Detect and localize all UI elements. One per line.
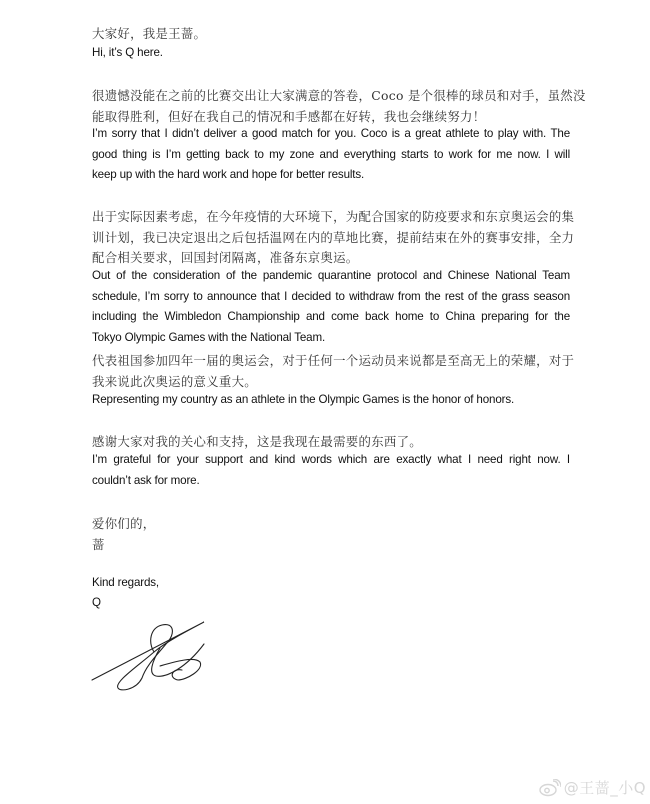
paragraph-1-en-line: good thing is I’m getting back to my zone and everything starts to work for me now. I will [92, 148, 570, 161]
paragraph-4-zh: 感谢大家对我的关心和支持，这是我现在最需要的东西了。 [92, 434, 422, 449]
paragraph-3-zh-line: 代表祖国参加四年一届的奥运会，对于任何一个运动员来说都是至高无上的荣耀，对于 [92, 353, 575, 368]
paragraph-1-zh-line: 很遗憾没能在之前的比赛交出让大家满意的答卷，Coco 是个很棒的球员和对手，虽然没 [92, 88, 586, 103]
watermark-text: @王蔷_小Q [563, 779, 646, 797]
paragraph-2-en-line: Out of the consideration of the pandemic quarantine protocol and Chinese National Team [92, 269, 570, 282]
paragraph-2-en-line: schedule, I’m sorry to announce that I decided to withdraw from the rest of the grass season [92, 290, 570, 303]
name-zh: 蔷 [92, 537, 105, 552]
paragraph-1-zh-line: 能取得胜利，但好在我自己的情况和手感都在好转，我也会继续努力！ [92, 109, 486, 124]
paragraph-2-zh-line: 出于实际因素考虑，在今年疫情的大环境下，为配合国家的防疫要求和东京奥运会的集 [92, 209, 575, 224]
closing-zh: 爱你们的， [92, 516, 156, 531]
closing-en: Kind regards, [92, 576, 160, 589]
weibo-icon [539, 779, 561, 797]
name-en: Q [92, 596, 101, 609]
paragraph-1-en-line: I’m sorry that I didn’t deliver a good match for you. Coco is a great athlete to play with. The [92, 127, 570, 140]
paragraph-2-en-line: including the Wimbledon Championship and come back home to China preparing for the [92, 310, 570, 323]
paragraph-4-en-line: I’m grateful for your support and kind words which are exactly what I need right now. I [92, 453, 570, 466]
paragraph-2-zh-line: 配合相关要求，回国封闭隔离，准备东京奥运。 [92, 250, 359, 265]
paragraph-3-zh-line: 我来说此次奥运的意义重大。 [92, 374, 257, 389]
greeting-zh: 大家好，我是王蔷。 [92, 26, 207, 41]
greeting-en: Hi, it’s Q here. [92, 46, 163, 59]
weibo-watermark [539, 777, 646, 798]
paragraph-2-en-line: Tokyo Olympic Games with the National Team. [92, 331, 326, 344]
paragraph-1-en-line: keep up with the hard work and hope for better results. [92, 168, 365, 181]
paragraph-2-zh-line: 训计划，我已决定退出之后包括温网在内的草地比赛，提前结束在外的赛事安排，全力 [92, 230, 575, 245]
paragraph-4-en-line: couldn’t ask for more. [92, 474, 200, 487]
handwritten-signature [90, 618, 260, 698]
paragraph-3-en: Representing my country as an athlete in the Olympic Games is the honor of honors. [92, 393, 515, 406]
